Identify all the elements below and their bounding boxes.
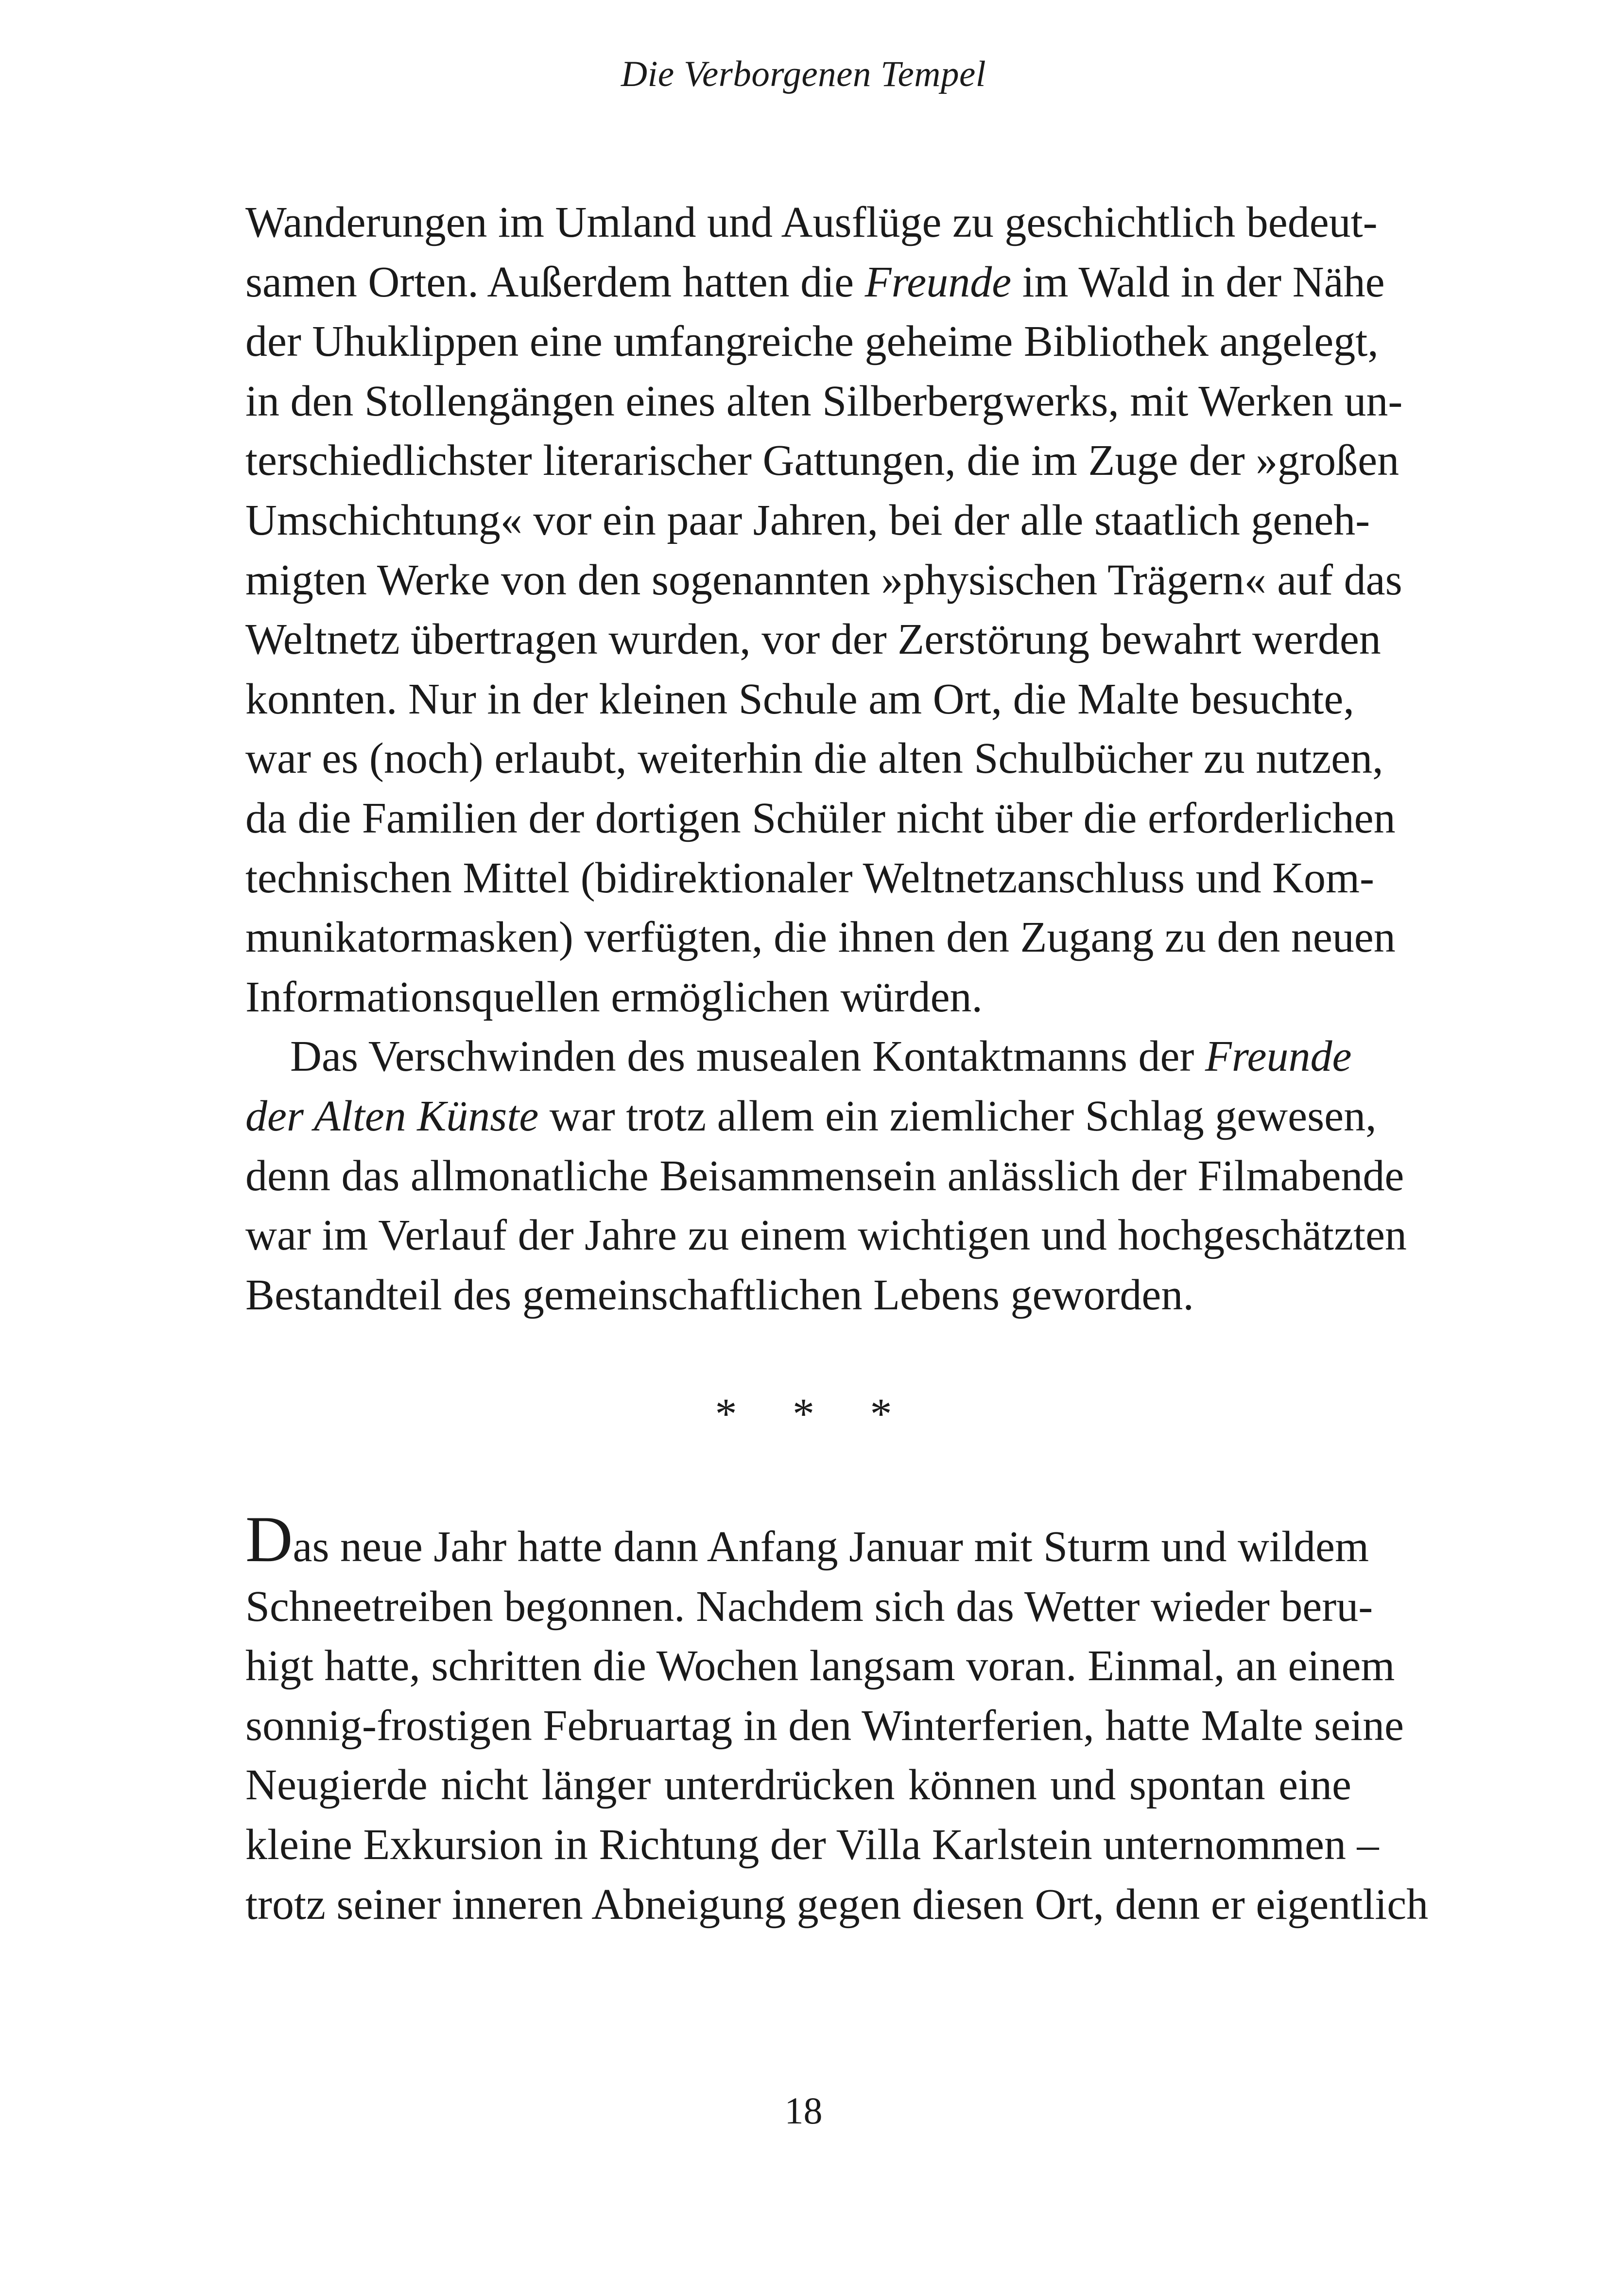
initial-letter: D <box>245 1503 293 1576</box>
text-line: Das Verschwinden des musealen Kontaktmanns der Freunde <box>290 1032 1352 1081</box>
text-line: der Uhuklippen eine umfangreiche geheime Bibliothek angelegt, <box>245 317 1379 366</box>
italic-term: der Alten Künste <box>245 1092 539 1140</box>
text-line: Bestandteil des gemeinschaftlichen Lebens geworden. <box>245 1270 1194 1319</box>
text-line: Das neue Jahr hatte dann Anfang Januar mit Sturm und wildem <box>245 1503 1369 1576</box>
italic-term: Freunde <box>864 258 1012 306</box>
text-line: in den Stollengängen eines alten Silberbergwerks, mit Werken un- <box>245 377 1403 425</box>
text-line: higt hatte, schritten die Wochen langsam voran. Einmal, an einem <box>245 1642 1395 1690</box>
text-line: konnten. Nur in der kleinen Schule am Ort, die Malte besuchte, <box>245 675 1354 723</box>
text-line: war es (noch) erlaubt, weiterhin die alten Schulbücher zu nutzen, <box>245 734 1383 783</box>
text-line: Informationsquellen ermöglichen würden. <box>245 973 983 1021</box>
text-line: Schneetreiben begonnen. Nachdem sich das Wetter wieder beru- <box>245 1582 1373 1631</box>
text-line: samen Orten. Außerdem hatten die Freunde im Wald in der Nähe <box>245 258 1385 306</box>
text-line: Umschichtung« vor ein paar Jahren, bei der alle staatlich geneh- <box>245 496 1370 544</box>
paragraph-3 <box>245 1503 1429 1934</box>
text-line: Wanderungen im Umland und Ausflüge zu geschichtlich bedeut- <box>245 198 1378 246</box>
text-line: der Alten Künste war trotz allem ein ziemlicher Schlag gewesen, <box>245 1092 1377 1140</box>
body-text-bottom <box>245 1503 1429 1934</box>
italic-term: Freunde <box>1205 1032 1352 1081</box>
text-line: da die Familien der dortigen Schüler nicht über die erforderlichen <box>245 794 1396 842</box>
text-line: war im Verlauf der Jahre zu einem wichtigen und hochgeschätzten <box>245 1211 1407 1260</box>
text-line: Weltnetz übertragen wurden, vor der Zerstörung bewahrt werden <box>245 615 1381 664</box>
text-line: terschiedlichster literarischer Gattungen, die im Zuge der »großen <box>245 436 1400 485</box>
section-break: * * * <box>715 1390 915 1438</box>
paragraph-2 <box>245 1027 1407 1325</box>
paragraph-1 <box>245 193 1403 1027</box>
running-title: Die Verborgenen Tempel <box>621 54 986 94</box>
text-line: migten Werke von den sogenannten »physischen Trägern« auf das <box>245 556 1402 604</box>
text-line: Neugierde nicht länger unterdrücken können und spontan eine <box>245 1761 1351 1809</box>
page-number: 18 <box>784 2089 823 2132</box>
text-line: denn das allmonatliche Beisammensein anlässlich der Filmabende <box>245 1151 1404 1200</box>
text-line: sonnig-frostigen Februartag in den Winterferien, hatte Malte seine <box>245 1701 1404 1750</box>
text-line: munikatormasken) verfügten, die ihnen den Zugang zu den neuen <box>245 913 1396 962</box>
body-text-top <box>245 193 1407 1325</box>
text-line: technischen Mittel (bidirektionaler Weltnetzanschluss und Kom- <box>245 853 1374 902</box>
text-line: kleine Exkursion in Richtung der Villa Karlstein unternommen – <box>245 1820 1379 1869</box>
text-line: trotz seiner inneren Abneigung gegen diesen Ort, denn er eigentlich <box>245 1880 1429 1929</box>
